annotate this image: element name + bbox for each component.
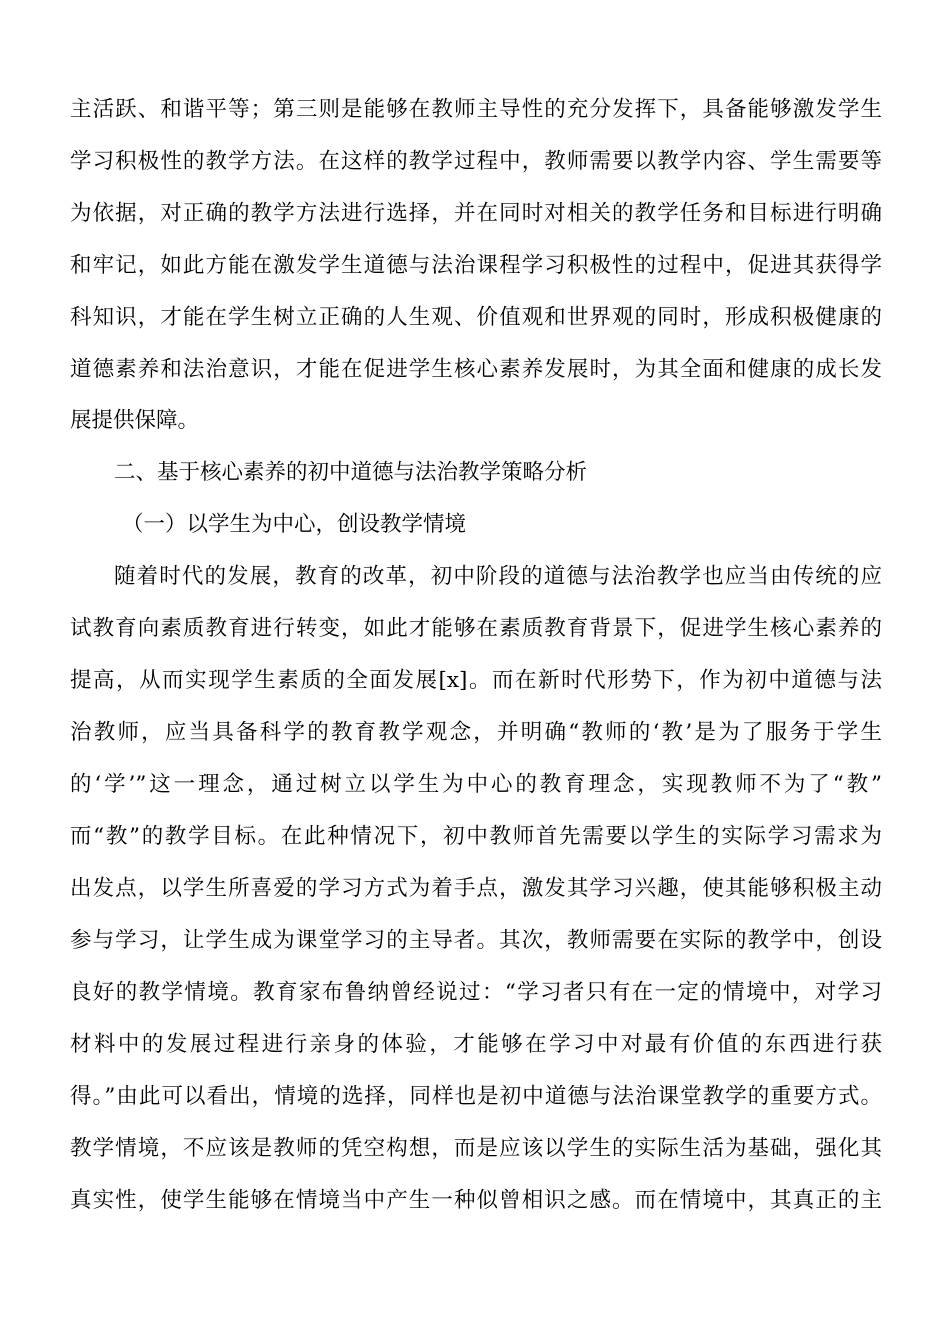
paragraph-1-line-6: 道德素养和法治意识，才能在促进学生核心素养发展时，为其全面和健康的成长发 — [70, 357, 882, 382]
paragraph-2-line-1: 随着时代的发展，教育的改革，初中阶段的道德与法治教学也应当由传统的应 — [114, 564, 882, 589]
paragraph-2-line-7: 出发点，以学生所喜爱的学习方式为着手点，激发其学习兴趣，使其能够积极主动 — [70, 876, 882, 901]
section-heading: 二、基于核心素养的初中道德与法治教学策略分析 — [114, 460, 588, 485]
paragraph-2-line-10: 材料中的发展过程进行亲身的体验，才能够在学习中对最有价值的东西进行获 — [70, 1032, 882, 1057]
paragraph-2-line-4: 治教师，应当具备科学的教育教学观念，并明确“教师的‘教’是为了服务于学生 — [70, 720, 882, 745]
paragraph-2-line-12: 教学情境，不应该是教师的凭空构想，而是应该以学生的实际生活为基础，强化其 — [70, 1136, 882, 1161]
paragraph-2-line-3: 提高，从而实现学生素质的全面发展[x]。而在新时代形势下，作为初中道德与法 — [70, 668, 882, 693]
subsection-heading: （一）以学生为中心，创设教学情境 — [122, 512, 467, 537]
paragraph-1-line-7: 展提供保障。 — [70, 408, 200, 433]
paragraph-1-line-4: 和牢记，如此方能在激发学生道德与法治课程学习积极性的过程中，促进其获得学 — [70, 253, 882, 278]
paragraph-2-line-8: 参与学习，让学生成为课堂学习的主导者。其次，教师需要在实际的教学中，创设 — [70, 928, 882, 953]
paragraph-2-line-5: 的‘学’”这一理念，通过树立以学生为中心的教育理念，实现教师不为了“教” — [70, 772, 882, 797]
paragraph-1-line-5: 科知识，才能在学生树立正确的人生观、价值观和世界观的同时，形成积极健康的 — [70, 305, 882, 330]
paragraph-1-line-2: 学习积极性的教学方法。在这样的教学过程中，教师需要以教学内容、学生需要等 — [70, 149, 882, 174]
paragraph-1-line-1: 主活跃、和谐平等；第三则是能够在教师主导性的充分发挥下，具备能够激发学生 — [70, 97, 882, 122]
paragraph-2-line-13: 真实性，使学生能够在情境当中产生一种似曾相识之感。而在情境中，其真正的主 — [70, 1188, 882, 1213]
paragraph-2-line-11: 得。”由此可以看出，情境的选择，同样也是初中道德与法治课堂教学的重要方式。 — [70, 1084, 882, 1109]
paragraph-2-line-9: 良好的教学情境。教育家布鲁纳曾经说过：“学习者只有在一定的情境中，对学习 — [70, 980, 882, 1005]
paragraph-2-line-2: 试教育向素质教育进行转变，如此才能够在素质教育背景下，促进学生核心素养的 — [70, 616, 882, 641]
paragraph-2-line-6: 而“教”的教学目标。在此种情况下，初中教师首先需要以学生的实际学习需求为 — [70, 824, 882, 849]
paragraph-1-line-3: 为依据，对正确的教学方法进行选择，并在同时对相关的教学任务和目标进行明确 — [70, 201, 882, 226]
